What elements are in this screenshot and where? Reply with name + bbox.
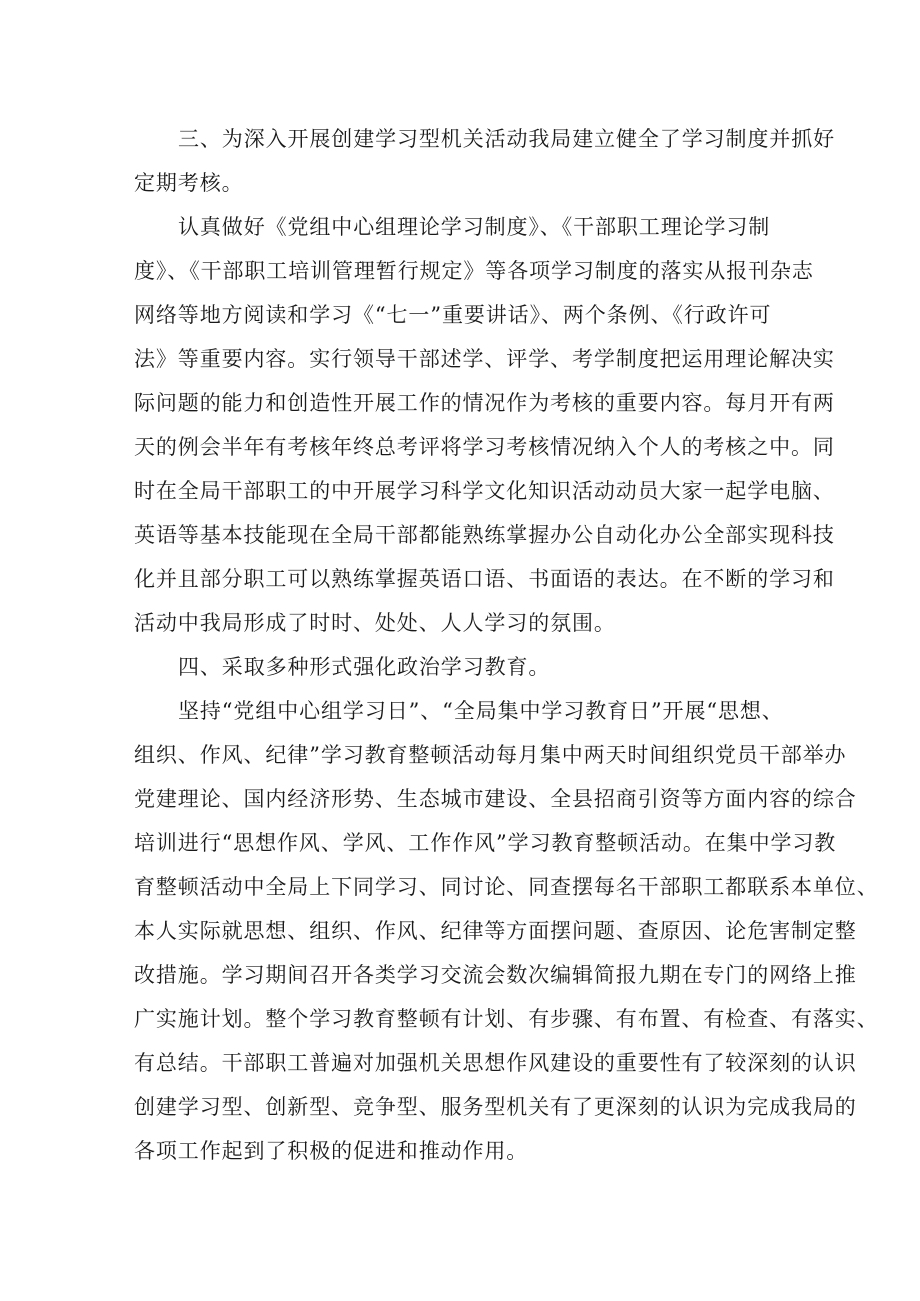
- section4-body-line-2: 组织、作风、纪律”学习教育整顿活动每月集中两天时间组织党员干部举办: [134, 743, 847, 767]
- section3-body-line-9: 化并且部分职工可以熟练掌握英语口语、书面语的表达。在不断的学习和: [134, 567, 835, 591]
- section3-body-line-10: 活动中我局形成了时时、处处、人人学习的氛围。: [134, 611, 616, 635]
- section3-body-line-4: 法》等重要内容。实行领导干部述学、评学、考学制度把运用理论解决实: [134, 347, 835, 371]
- section3-body-line-7: 时在全局干部职工的中开展学习科学文化知识活动动员大家一起学电脑、: [134, 479, 835, 503]
- section4-body-line-8: 广实施计划。整个学习教育整顿有计划、有步骤、有布置、有检查、有落实、: [134, 1007, 879, 1031]
- section3-body-line-8: 英语等基本技能现在全局干部都能熟练掌握办公自动化办公全部实现科技: [134, 523, 835, 547]
- section3-body-line-3: 网络等地方阅读和学习《“七一”重要讲话》、两个条例、《行政许可: [134, 303, 772, 327]
- section4-body-line-7: 改措施。学习期间召开各类学习交流会数次编辑简报九期在专门的网络上推: [134, 963, 857, 987]
- section4-body-line-9: 有总结。干部职工普遍对加强机关思想作风建设的重要性有了较深刻的认识: [134, 1051, 857, 1075]
- section4-body-line-6: 本人实际就思想、组织、作风、纪律等方面摆问题、查原因、论危害制定整: [134, 919, 857, 943]
- section4-body-line-11: 各项工作起到了积极的促进和推动作用。: [134, 1139, 529, 1163]
- section3-body-line-2: 度》、《干部职工培训管理暂行规定》等各项学习制度的落实从报刊杂志: [134, 259, 814, 283]
- section4-heading-line-1: 四、采取多种形式强化政治学习教育。: [178, 655, 551, 679]
- section3-body-line-6: 天的例会半年有考核年终总考评将学习考核情况纳入个人的考核之中。同: [134, 435, 835, 459]
- section3-body-line-1: 认真做好《党组中心组理论学习制度》、《干部职工理论学习制: [178, 215, 771, 239]
- section3-heading-line-1: 三、为深入开展创建学习型机关活动我局建立健全了学习制度并抓好: [178, 127, 835, 151]
- section4-body-line-5: 育整顿活动中全局上下同学习、同讨论、同查摆每名干部职工都联系本单位、: [134, 875, 879, 899]
- section4-body-line-1: 坚持“党组中心组学习日”、“全局集中学习教育日”开展“思想、: [178, 699, 784, 723]
- section4-body-line-3: 党建理论、国内经济形势、生态城市建设、全县招商引资等方面内容的综合: [134, 787, 857, 811]
- section4-body-line-10: 创建学习型、创新型、竞争型、服务型机关有了更深刻的认识为完成我局的: [134, 1095, 857, 1119]
- section4-body-line-4: 培训进行“思想作风、学风、工作作风”学习教育整顿活动。在集中学习教: [134, 831, 837, 855]
- section3-heading-line-2: 定期考核。: [134, 171, 244, 195]
- section3-body-line-5: 际问题的能力和创造性开展工作的情况作为考核的重要内容。每月开有两: [134, 391, 835, 415]
